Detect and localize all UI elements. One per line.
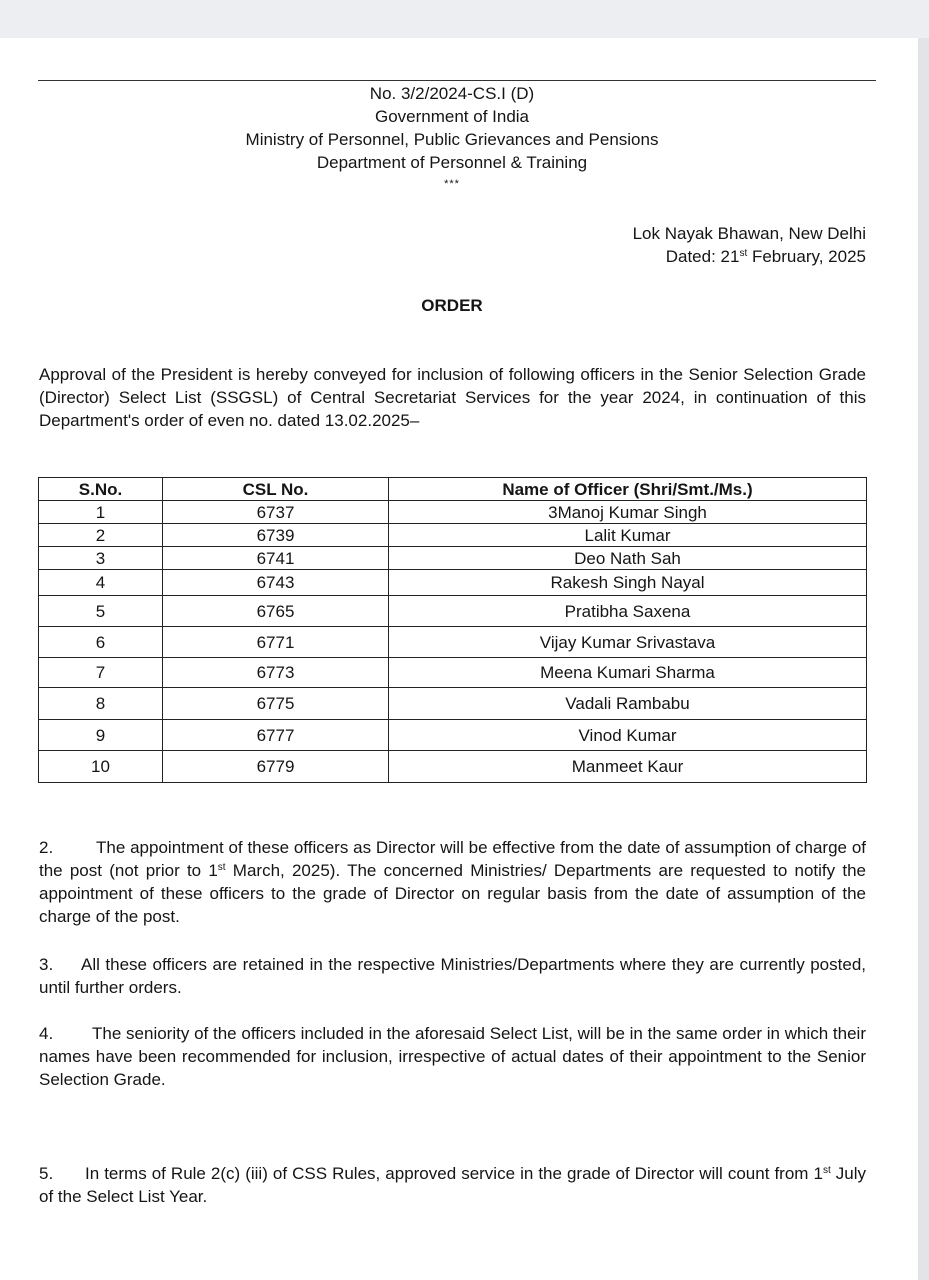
table-row xyxy=(39,627,867,658)
order-title: ORDER xyxy=(421,296,483,315)
table-row xyxy=(39,658,867,688)
date-line xyxy=(666,247,866,267)
cell-sno: 9 xyxy=(39,720,163,751)
paragraph-2-sup: st xyxy=(217,862,226,873)
cell-csl: 6743 xyxy=(163,570,389,596)
cell-csl: 6737 xyxy=(163,501,389,524)
cell-csl: 6771 xyxy=(163,627,389,658)
paragraph-4 xyxy=(39,1022,866,1091)
cell-csl: 6777 xyxy=(163,720,389,751)
header-sno: S.No. xyxy=(39,478,163,501)
paragraph-3 xyxy=(39,953,866,999)
date-prefix: Dated: 21 xyxy=(665,247,740,266)
cell-sno: 1 xyxy=(39,501,163,524)
header-rule xyxy=(38,80,876,81)
header-separator: *** xyxy=(444,178,460,190)
cell-name: Rakesh Singh Nayal xyxy=(389,570,867,596)
government-line: Government of India xyxy=(374,107,530,126)
document-page xyxy=(0,38,918,1280)
ministry-line: Ministry of Personnel, Public Grievances and Pensions xyxy=(245,130,659,149)
file-number: No. 3/2/2024-CS.I (D) xyxy=(369,84,535,103)
paragraph-2 xyxy=(39,836,866,928)
paragraph-2-number: 2. xyxy=(39,838,54,857)
intro-paragraph: Approval of the President is hereby conveyed for inclusion of following officers in the Senior Selection Grade (Director) Select List (SSGSL) of Central Secretariat Services for the year 2024, in continuation of this Department's order of even no. dated 13.02.2025– xyxy=(39,365,866,430)
cell-csl: 6741 xyxy=(163,547,389,570)
table-header-row xyxy=(39,478,867,501)
cell-sno: 4 xyxy=(39,570,163,596)
table-row xyxy=(39,547,867,570)
cell-name: 3Manoj Kumar Singh xyxy=(389,501,867,524)
paragraph-4-number: 4. xyxy=(39,1024,54,1043)
department-line: Department of Personnel & Training xyxy=(316,153,588,172)
cell-csl: 6773 xyxy=(163,658,389,688)
table-row xyxy=(39,688,867,720)
paragraph-3-text: All these officers are retained in the respective Ministries/Departments where they are currently posted, until further orders. xyxy=(39,955,866,997)
header-officer-name: Name of Officer (Shri/Smt./Ms.) xyxy=(389,478,867,501)
cell-name: Meena Kumari Sharma xyxy=(389,658,867,688)
paragraph-5-text-b: July of the Select List Year. xyxy=(39,1164,866,1206)
header-csl-no: CSL No. xyxy=(163,478,389,501)
cell-name: Deo Nath Sah xyxy=(389,547,867,570)
cell-sno: 2 xyxy=(39,524,163,547)
paragraph-2-text-a: The appointment of these officers as Director will be effective from the date of assumption of charge of the post (not prior to 1 xyxy=(39,838,866,880)
cell-name: Vadali Rambabu xyxy=(389,688,867,720)
cell-name: Pratibha Saxena xyxy=(389,596,867,627)
paragraph-5-text-a: In terms of Rule 2(c) (iii) of CSS Rules, approved service in the grade of Director will count from 1 xyxy=(85,1164,823,1183)
cell-sno: 10 xyxy=(39,751,163,783)
paragraph-5-number: 5. xyxy=(39,1164,54,1183)
viewer-top-bar xyxy=(0,0,929,38)
paragraph-5 xyxy=(39,1162,866,1208)
cell-sno: 5 xyxy=(39,596,163,627)
paragraph-5-sup: st xyxy=(822,1165,831,1176)
cell-csl: 6779 xyxy=(163,751,389,783)
paragraph-4-text: The seniority of the officers included in the aforesaid Select List, will be in the same order in which their names have been recommended for inclusion, irrespective of actual dates of their appointment to the Senior Selection Grade. xyxy=(39,1024,866,1089)
paragraph-2-text-b: March, 2025). The concerned Ministries/ Departments are requested to notify the appointment of these officers to the grade of Director on regular basis from the date of assumption of the charge of the post. xyxy=(39,861,866,926)
cell-csl: 6739 xyxy=(163,524,389,547)
cell-name: Lalit Kumar xyxy=(389,524,867,547)
officers-table xyxy=(38,477,867,783)
cell-name: Vinod Kumar xyxy=(389,720,867,751)
table-row xyxy=(39,524,867,547)
table-row xyxy=(39,570,867,596)
cell-sno: 6 xyxy=(39,627,163,658)
table-row xyxy=(39,596,867,627)
cell-sno: 7 xyxy=(39,658,163,688)
table-row xyxy=(39,501,867,524)
cell-name: Vijay Kumar Srivastava xyxy=(389,627,867,658)
cell-sno: 3 xyxy=(39,547,163,570)
cell-csl: 6765 xyxy=(163,596,389,627)
table-row xyxy=(39,720,867,751)
paragraph-3-number: 3. xyxy=(39,955,54,974)
date-suffix-sup: st xyxy=(739,248,748,259)
table-row xyxy=(39,751,867,783)
cell-sno: 8 xyxy=(39,688,163,720)
date-rest: February, 2025 xyxy=(747,247,866,266)
place-line: Lok Nayak Bhawan, New Delhi xyxy=(632,224,866,243)
cell-csl: 6775 xyxy=(163,688,389,720)
viewer-right-edge xyxy=(918,38,929,1280)
cell-name: Manmeet Kaur xyxy=(389,751,867,783)
